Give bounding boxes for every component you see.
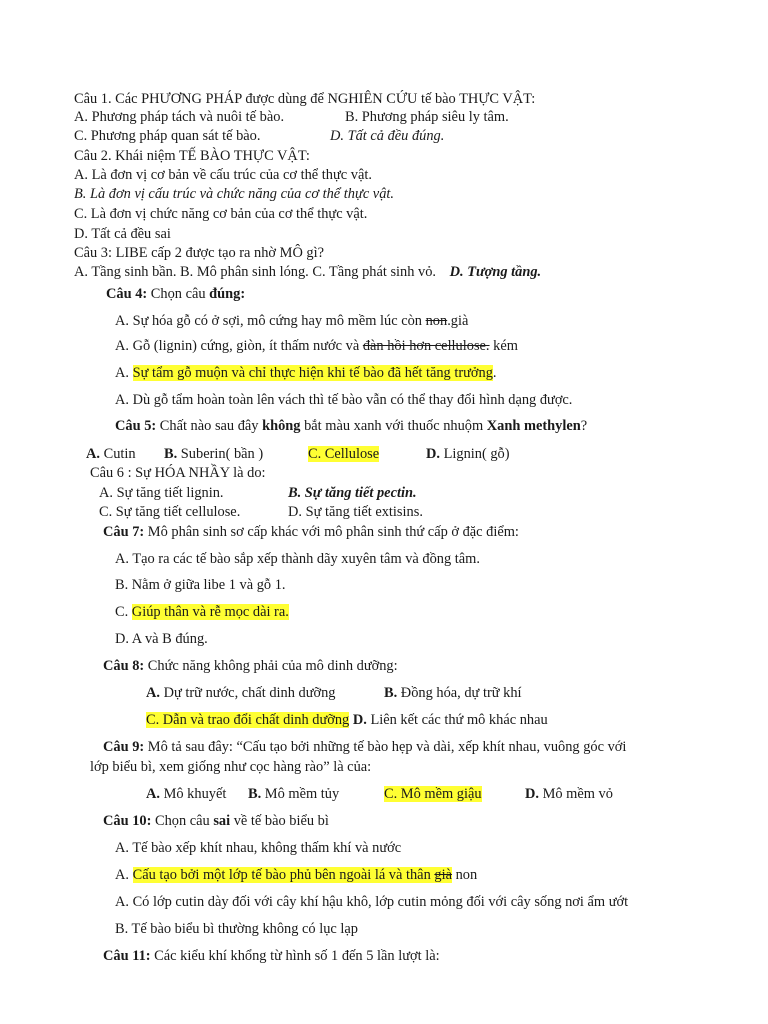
q9-option-a xyxy=(146,785,226,803)
q10-stem-2: về tế bào biểu bì xyxy=(230,813,329,829)
q11-stem-text: Các kiểu khí khổng từ hình số 1 đến 5 lần lượt là: xyxy=(150,948,440,964)
q10-label: Câu 10: xyxy=(103,813,152,829)
q5-option-a-text: Cutin xyxy=(100,446,136,462)
q4-option-b xyxy=(115,337,518,355)
q5-stem-1: Chất nào sau đây xyxy=(156,418,263,434)
q3-option-d: D. Tượng tầng. xyxy=(449,264,542,280)
q8-option-d-label: D. xyxy=(349,712,367,728)
q8-option-a-text: Dự trữ nước, chất dinh dưỡng xyxy=(160,685,336,701)
q10-option-d: B. Tế bào biểu bì thường không có lục lạp xyxy=(115,921,358,937)
q4-option-c xyxy=(115,364,497,382)
q8-stem xyxy=(103,657,398,675)
q8-option-b xyxy=(384,684,522,702)
q2-option-d: D. Tất cả đều sai xyxy=(74,226,171,242)
q4-option-b-after: kém xyxy=(489,338,518,354)
q9-label: Câu 9: xyxy=(103,739,145,755)
q9-option-c xyxy=(384,785,482,803)
q3-options xyxy=(74,263,541,281)
q8-option-c-highlight: C. Dẫn và trao đổi chất dinh dưỡng xyxy=(146,712,350,728)
q5-option-d xyxy=(426,445,510,463)
q5-option-b-text: Suberin( bần ) xyxy=(177,446,264,462)
q5-stem-3: ? xyxy=(580,418,588,434)
q8-option-d-text: Liên kết các thứ mô khác nhau xyxy=(366,712,548,728)
q5-stem-bold-2: Xanh methylen xyxy=(486,418,581,434)
q2-option-c: C. Là đơn vị chức năng cơ bản của cơ thể thực vật. xyxy=(74,206,368,222)
q5-option-b-label: B. xyxy=(164,446,178,462)
q5-option-d-label: D. xyxy=(426,446,440,462)
q7-label: Câu 7: xyxy=(103,524,145,540)
q7-option-d: D. A và B đúng. xyxy=(115,631,208,647)
q4-stem xyxy=(106,285,245,303)
q4-label: Câu 4: xyxy=(106,286,148,302)
q7-stem xyxy=(103,523,519,541)
q7-option-c-highlight: Giúp thân và rễ mọc dài ra. xyxy=(131,604,289,620)
q4-option-b-text: A. Gỗ (lignin) cứng, giòn, ít thấm nước và xyxy=(115,338,363,354)
q9-option-b xyxy=(248,785,339,803)
q8-option-cd xyxy=(146,711,548,729)
q2-stem: Câu 2. Khái niệm TẾ BÀO THỰC VẬT: xyxy=(74,148,310,164)
q5-option-b xyxy=(164,445,263,463)
q11-stem xyxy=(103,947,440,965)
q5-stem-bold-1: không xyxy=(262,418,301,434)
q9-option-b-text: Mô mềm tủy xyxy=(261,786,340,802)
q10-option-b-after: non xyxy=(451,867,478,883)
q9-stem-1: Mô tả sau đây: “Cấu tạo bởi những tế bào hẹp và dài, xếp khít nhau, vuông góc với xyxy=(144,739,627,755)
q4-option-c-highlight: Sự tẩm gỗ muộn và chỉ thực hiện khi tế bào đã hết tăng trưởng xyxy=(132,365,493,381)
q7-option-b: B. Nằm ở giữa libe 1 và gỗ 1. xyxy=(115,577,286,593)
q5-option-c-highlight: C. Cellulose xyxy=(308,446,380,462)
q4-stem-text: Chọn câu xyxy=(147,286,210,302)
q11-label: Câu 11: xyxy=(103,948,151,964)
q3-options-abc: A. Tầng sinh bần. B. Mô phân sinh lóng. C. Tầng phát sinh vỏ. xyxy=(74,264,437,280)
q10-stem-1: Chọn câu xyxy=(151,813,214,829)
q5-option-c xyxy=(308,445,379,463)
q4-option-a-after: .già xyxy=(447,313,469,329)
q4-option-a-strike: non xyxy=(425,313,448,329)
q9-option-a-text: Mô khuyết xyxy=(160,786,227,802)
q6-option-d: D. Sự tăng tiết extisins. xyxy=(288,504,423,520)
q3-stem: Câu 3: LIBE cấp 2 được tạo ra nhờ MÔ gì? xyxy=(74,245,325,261)
q7-option-c-prefix: C. xyxy=(115,604,132,620)
q9-option-c-highlight: C. Mô mềm giậu xyxy=(384,786,482,802)
q5-option-d-text: Lignin( gỗ) xyxy=(440,446,510,462)
q8-label: Câu 8: xyxy=(103,658,145,674)
q4-option-d: A. Dù gỗ tẩm hoàn toàn lên vách thì tế bào vẫn có thể thay đổi hình dạng được. xyxy=(115,392,573,408)
q7-option-c xyxy=(115,603,289,621)
q9-stem-line2: lớp biểu bì, xem giống như cọc hàng rào” là của: xyxy=(90,759,372,775)
q10-option-b-prefix: A. xyxy=(115,867,133,883)
q4-option-b-strike: đàn hồi hơn cellulose. xyxy=(362,338,490,354)
q10-option-c: A. Có lớp cutin dày đối với cây khí hậu khô, lớp cutin mỏng đối với cây sống nơi ẩm ướt xyxy=(115,894,629,910)
q8-stem-text: Chức năng không phải của mô dinh dưỡng: xyxy=(144,658,398,674)
q1-option-c: C. Phương pháp quan sát tế bào. xyxy=(74,128,261,144)
q5-label: Câu 5: xyxy=(115,418,157,434)
q8-option-b-label: B. xyxy=(384,685,398,701)
q4-option-a xyxy=(115,312,468,330)
q8-option-b-text: Đồng hóa, dự trữ khí xyxy=(397,685,522,701)
q6-option-c: C. Sự tăng tiết cellulose. xyxy=(99,504,241,520)
q10-option-a: A. Tế bào xếp khít nhau, không thấm khí và nước xyxy=(115,840,402,856)
q1-option-a: A. Phương pháp tách và nuôi tế bào. xyxy=(74,109,285,125)
q9-option-b-label: B. xyxy=(248,786,262,802)
q1-option-d: D. Tất cả đều đúng. xyxy=(330,128,445,144)
q2-option-b: B. Là đơn vị cấu trúc và chức năng của cơ thể thực vật. xyxy=(74,186,394,202)
q5-stem-2: bắt màu xanh với thuốc nhuộm xyxy=(300,418,487,434)
q7-option-a: A. Tạo ra các tế bào sắp xếp thành dãy xuyên tâm và đồng tâm. xyxy=(115,551,480,567)
q10-stem xyxy=(103,812,329,830)
q10-stem-bold: sai xyxy=(213,813,231,829)
q10-option-b-strike: già xyxy=(434,867,452,883)
q6-option-b: B. Sự tăng tiết pectin. xyxy=(288,485,417,501)
q10-option-b-highlight-text: Cấu tạo bởi một lớp tế bào phủ bên ngoài lá và thân xyxy=(132,867,435,883)
q9-option-d-text: Mô mềm vỏ xyxy=(539,786,613,802)
q2-option-a: A. Là đơn vị cơ bản về cấu trúc của cơ thể thực vật. xyxy=(74,167,372,183)
q8-option-a xyxy=(146,684,336,702)
q9-stem-line1 xyxy=(103,738,626,756)
q4-stem-bold: đúng: xyxy=(209,286,246,302)
q6-stem: Câu 6 : Sự HÓA NHẦY là do: xyxy=(90,465,266,481)
q7-stem-text: Mô phân sinh sơ cấp khác với mô phân sinh thứ cấp ở đặc điểm: xyxy=(144,524,519,540)
q9-option-d-label: D. xyxy=(525,786,539,802)
q6-option-a: A. Sự tăng tiết lignin. xyxy=(99,485,224,501)
q4-option-c-after: . xyxy=(492,365,497,381)
q4-option-a-text: A. Sự hóa gỗ có ở sợi, mô cứng hay mô mềm lúc còn xyxy=(115,313,426,329)
q5-option-a-label: A. xyxy=(86,446,100,462)
q10-option-b xyxy=(115,866,477,884)
q9-option-d xyxy=(525,785,613,803)
q1-stem: Câu 1. Các PHƯƠNG PHÁP được dùng để NGHIÊN CỨU tế bào THỰC VẬT: xyxy=(74,91,536,107)
q5-option-a xyxy=(86,445,136,463)
q1-option-b: B. Phương pháp siêu ly tâm. xyxy=(345,109,509,125)
q5-stem xyxy=(115,417,587,435)
q9-option-a-label: A. xyxy=(146,786,160,802)
q10-option-b-highlight xyxy=(133,867,452,883)
q4-option-c-prefix: A. xyxy=(115,365,133,381)
q8-option-a-label: A. xyxy=(146,685,160,701)
